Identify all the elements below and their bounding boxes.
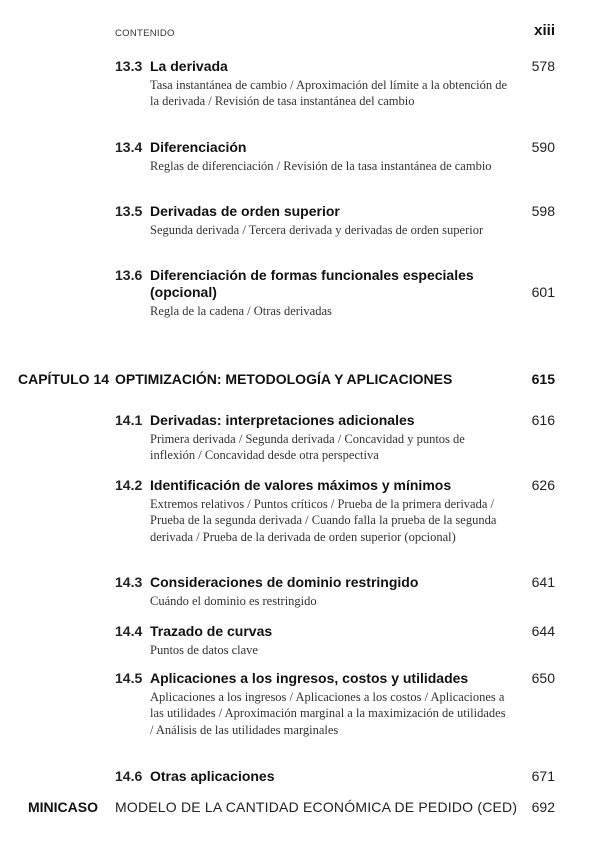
section-page: 650 xyxy=(531,670,555,686)
section-title[interactable]: Aplicaciones a los ingresos, costos y utilidades xyxy=(150,670,469,686)
section-number: 14.1 xyxy=(115,412,143,428)
section-number: 14.2 xyxy=(115,477,143,493)
section-title[interactable]: Derivadas de orden superior xyxy=(150,203,340,219)
section-subtopics: Cuándo el dominio es restringido xyxy=(150,594,317,608)
section-number: 14.4 xyxy=(115,623,143,639)
section-page: 671 xyxy=(531,768,555,784)
section-page: 598 xyxy=(531,203,555,219)
minicaso-title[interactable]: MODELO DE LA CANTIDAD ECONÓMICA DE PEDIDO (CED) xyxy=(115,799,518,815)
section-subtopics: Regla de la cadena / Otras derivadas xyxy=(150,304,332,318)
section-title[interactable]: Identificación de valores máximos y mínimos xyxy=(150,477,452,493)
section-number: 14.5 xyxy=(115,670,143,686)
page-number: xiii xyxy=(534,22,555,39)
section-page: 626 xyxy=(531,477,555,493)
section-number: 13.5 xyxy=(115,203,143,219)
section-page: 616 xyxy=(531,412,555,428)
chapter-page: 615 xyxy=(531,371,555,387)
section-title[interactable]: Otras aplicaciones xyxy=(150,768,275,784)
section-number: 14.6 xyxy=(115,768,143,784)
section-subtopics: Extremos relativos / Puntos críticos / Prueba de la primera derivada / Prueba de la segunda derivada / Cuando falla la prueba de la segunda derivada / Prueba de la derivada de orden superior (opcional) xyxy=(150,497,497,544)
section-number: 14.3 xyxy=(115,574,143,590)
section-page: 590 xyxy=(531,139,555,155)
section-subtopics: Segunda derivada / Tercera derivada y derivadas de orden superior xyxy=(150,223,484,237)
section-page: 578 xyxy=(531,58,555,74)
chapter-label: CAPÍTULO 14 xyxy=(18,371,110,387)
section-number: 13.3 xyxy=(115,58,143,74)
minicaso-label: MINICASO xyxy=(28,799,98,815)
section-title[interactable]: Derivadas: interpretaciones adicionales xyxy=(150,412,415,428)
section-title[interactable]: Diferenciación xyxy=(150,139,247,155)
section-page: 641 xyxy=(531,574,555,590)
section-title[interactable]: Diferenciación de formas funcionales especiales (opcional) xyxy=(150,267,474,300)
minicaso-page: 692 xyxy=(531,799,555,815)
section-page: 644 xyxy=(531,623,555,639)
section-subtopics: Primera derivada / Segunda derivada / Concavidad y puntos de inflexión / Concavidad desde otra perspectiva xyxy=(150,432,465,463)
section-number: 13.6 xyxy=(115,267,143,283)
section-subtopics: Aplicaciones a los ingresos / Aplicaciones a los costos / Aplicaciones a las utilidades / Aproximación marginal a la maximización de utilidades / Análisis de las utilidades marginales xyxy=(150,690,506,737)
section-number: 13.4 xyxy=(115,139,143,155)
section-title[interactable]: Consideraciones de dominio restringido xyxy=(150,574,419,590)
section-subtopics: Puntos de datos clave xyxy=(150,643,258,657)
section-subtopics: Reglas de diferenciación / Revisión de la tasa instantánea de cambio xyxy=(150,159,492,173)
section-subtopics: Tasa instantánea de cambio / Aproximación del límite a la obtención de la derivada / Revisión de tasa instantánea del cambio xyxy=(150,78,507,109)
running-header-label: CONTENIDO xyxy=(115,28,175,39)
section-title[interactable]: La derivada xyxy=(150,58,228,74)
running-header xyxy=(0,0,600,50)
section-page: 601 xyxy=(531,284,555,300)
section-title[interactable]: Trazado de curvas xyxy=(150,623,273,639)
chapter-title[interactable]: OPTIMIZACIÓN: METODOLOGÍA Y APLICACIONES xyxy=(115,371,453,387)
